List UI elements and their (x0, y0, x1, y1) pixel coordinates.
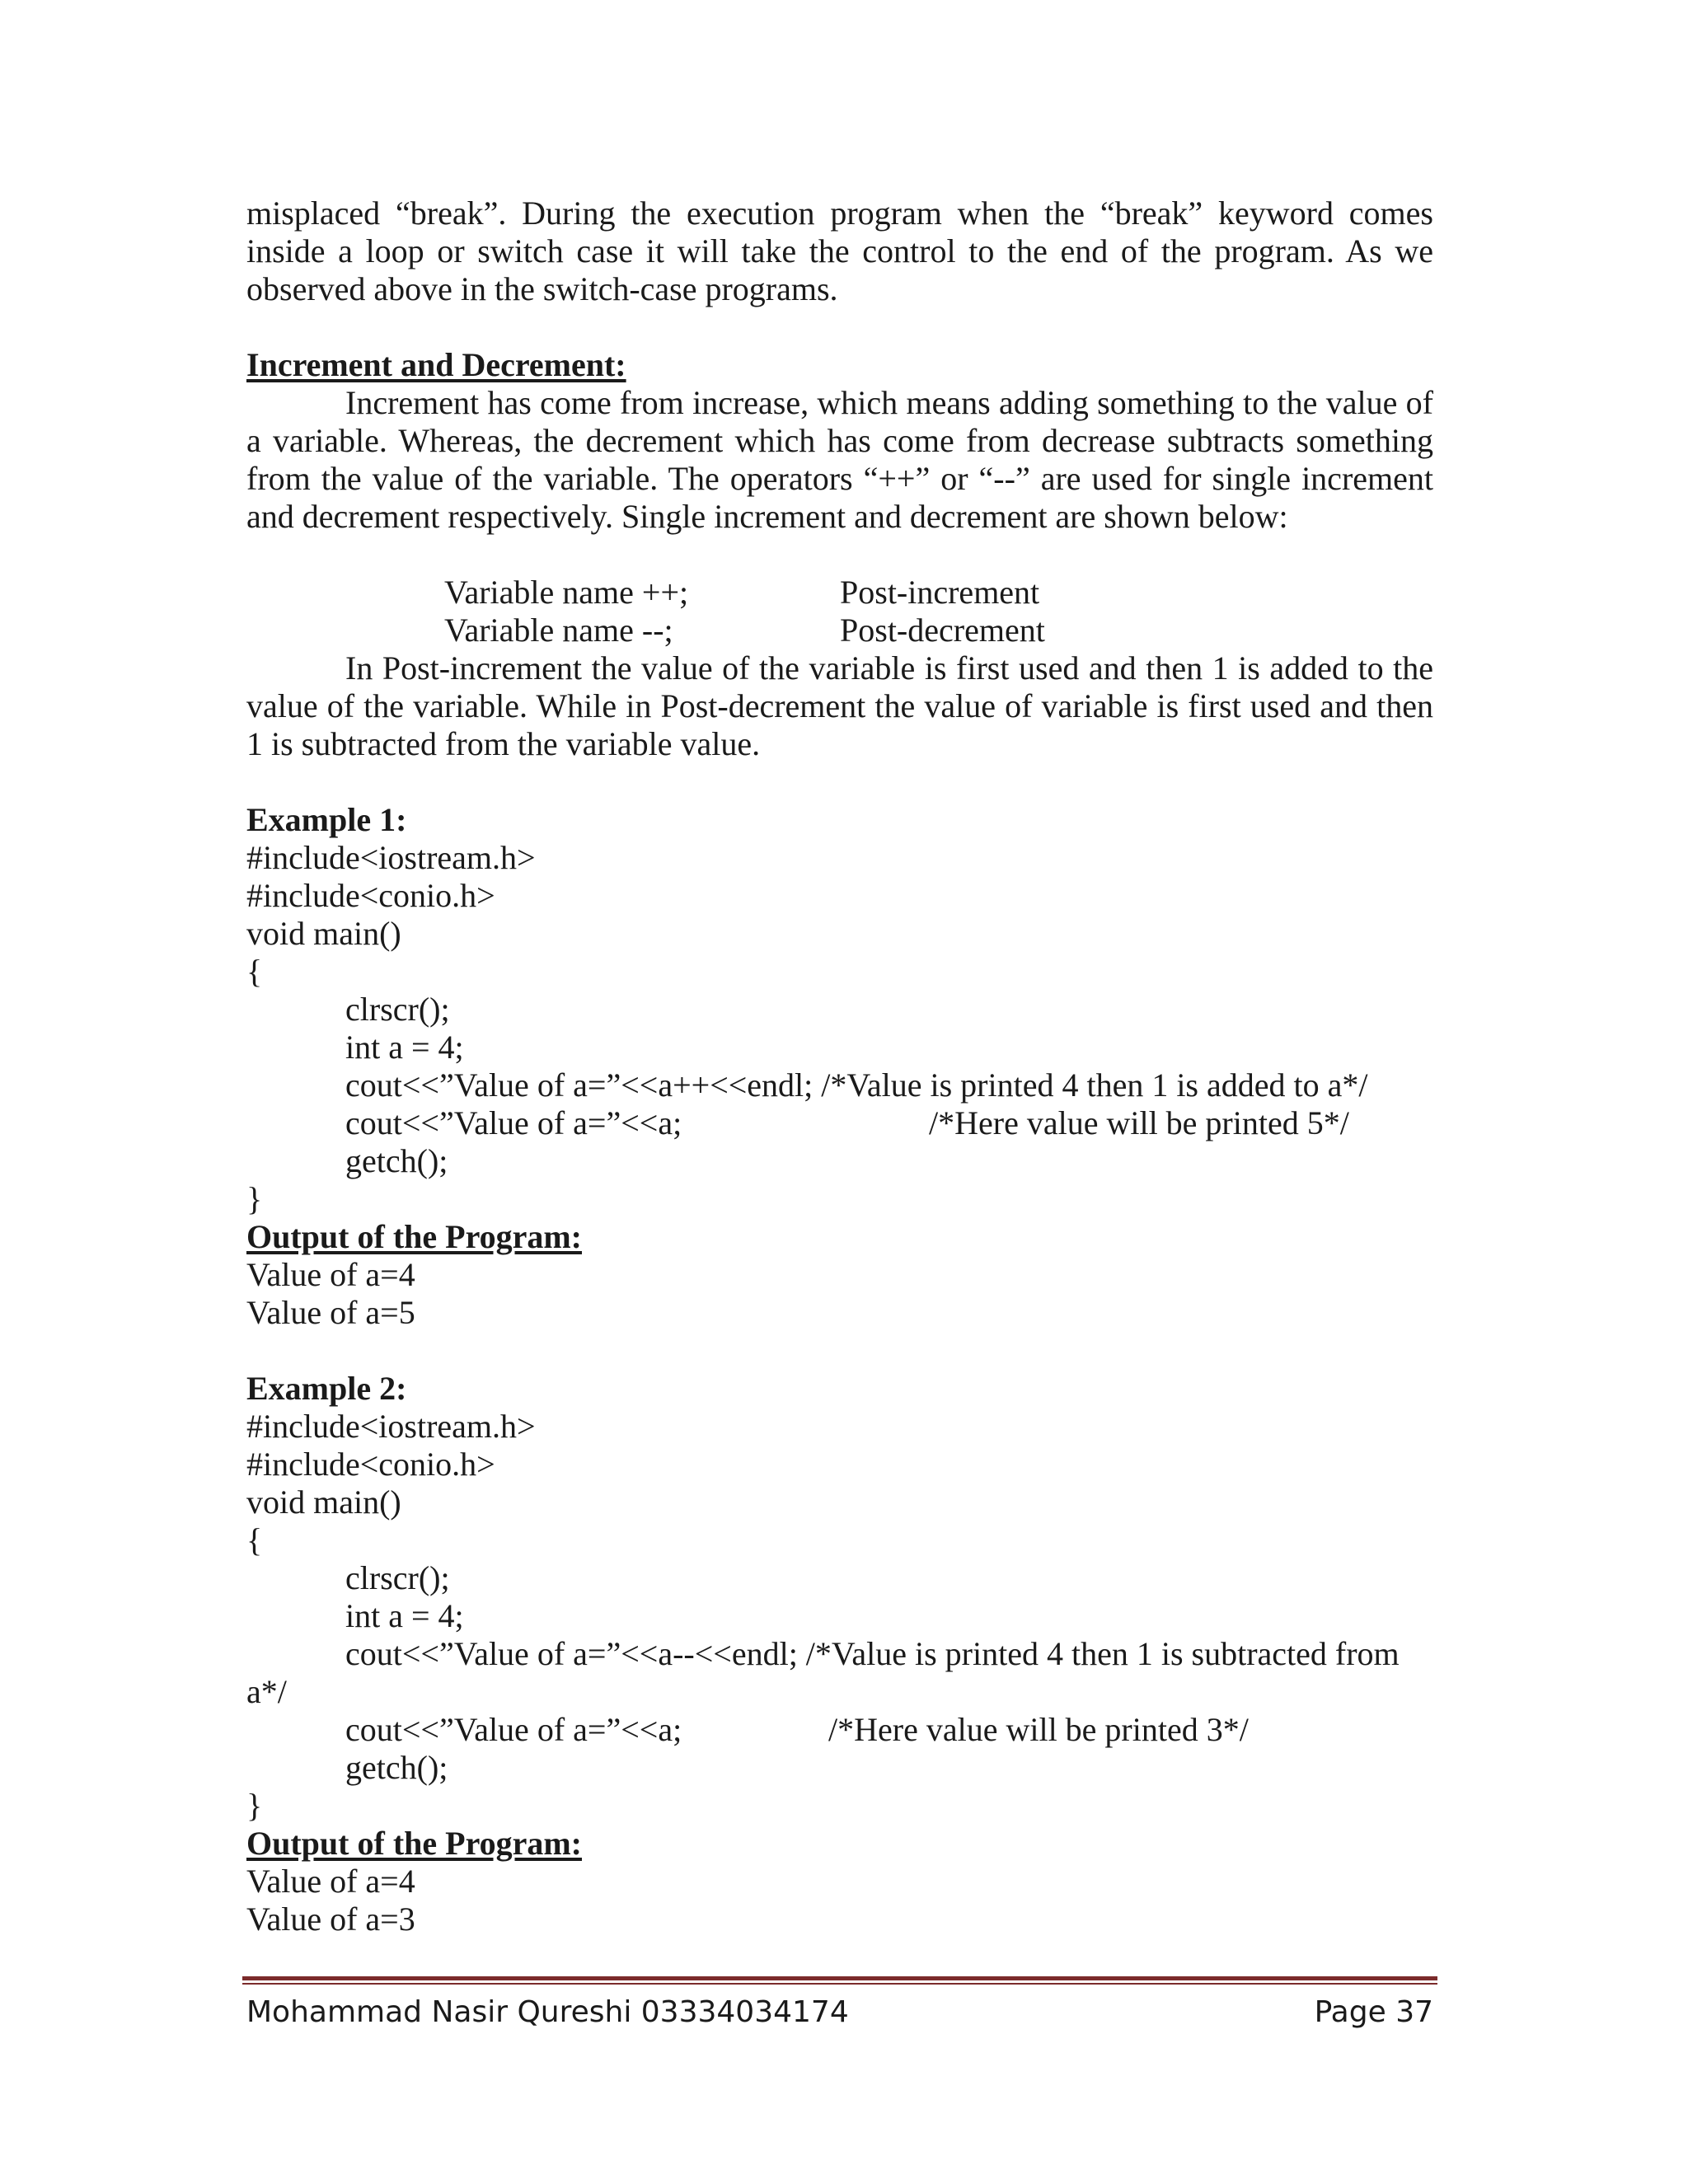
operator-row (246, 574, 1433, 612)
code-line: int a = 4; (345, 1597, 464, 1634)
code-line: { (246, 953, 263, 990)
code-line: cout<<”Value of a=”<<a--<<endl; /*Value is printed 4 then 1 is subtracted from (345, 1635, 1400, 1672)
example-1-title: Example 1: (246, 801, 407, 838)
code-comment: /*Here value will be printed 3*/ (828, 1711, 1249, 1748)
code-line: cout<<”Value of a=”<<a++<<endl; /*Value is printed 4 then 1 is added to a*/ (345, 1066, 1368, 1104)
code-line: getch(); (345, 1749, 448, 1786)
output-heading: Output of the Program: (246, 1218, 582, 1255)
code-line: getch(); (345, 1142, 448, 1179)
code-line: } (246, 1787, 263, 1824)
example-2-title: Example 2: (246, 1370, 407, 1407)
explanation-paragraph: In Post-increment the value of the variable is first used and then 1 is added to the value of the variable. While in Post-decrement the value of variable is first used and then 1 is subtracted from the variable value. (246, 649, 1433, 762)
code-line (246, 1711, 1433, 1749)
code-line: #include<iostream.h> (246, 839, 536, 876)
operator-syntax: Variable name --; (444, 612, 673, 649)
operator-row (246, 612, 1433, 649)
section-heading: Increment and Decrement: (246, 346, 626, 383)
output-line: Value of a=4 (246, 1863, 415, 1900)
section-paragraph: Increment has come from increase, which means adding something to the value of a variable. Whereas, the decrement which has come from decrease subtracts something from the value of the variable. The operators “++” or “--” are used for single increment and decrement respectively. Single increment and decrement are shown below: (246, 384, 1433, 535)
code-line-wrap: a*/ (246, 1673, 287, 1710)
code-line: clrscr(); (345, 991, 450, 1028)
code-line: #include<conio.h> (246, 1446, 495, 1483)
code-line: int a = 4; (345, 1029, 464, 1066)
code-comment: /*Here value will be printed 5*/ (929, 1104, 1349, 1141)
output-line: Value of a=5 (246, 1294, 415, 1331)
code-statement: cout<<”Value of a=”<<a; (345, 1104, 682, 1141)
code-statement: cout<<”Value of a=”<<a; (345, 1711, 682, 1748)
code-line: void main() (246, 915, 401, 952)
code-line: #include<conio.h> (246, 877, 495, 914)
footer-author: Mohammad Nasir Qureshi 03334034174 (246, 1995, 849, 2029)
operator-syntax: Variable name ++; (444, 574, 689, 611)
intro-paragraph: misplaced “break”. During the execution program when the “break” keyword comes inside a loop or switch case it will take the control to the end of the program. As we observed above in the switch-case programs. (246, 194, 1433, 307)
code-line: void main() (246, 1483, 401, 1521)
footer-divider (242, 1976, 1437, 1986)
output-heading: Output of the Program: (246, 1825, 582, 1862)
code-line: { (246, 1521, 263, 1558)
output-line: Value of a=3 (246, 1900, 415, 1938)
output-line: Value of a=4 (246, 1256, 415, 1293)
operator-meaning: Post-decrement (840, 612, 1045, 649)
page-content (246, 194, 1433, 1938)
code-line (246, 1104, 1433, 1142)
operator-meaning: Post-increment (840, 574, 1040, 611)
code-line: clrscr(); (345, 1559, 450, 1596)
code-line: } (246, 1180, 263, 1217)
page-footer (246, 1993, 1433, 2032)
code-line: #include<iostream.h> (246, 1408, 536, 1445)
footer-page-number: Page 37 (1314, 1995, 1433, 2029)
